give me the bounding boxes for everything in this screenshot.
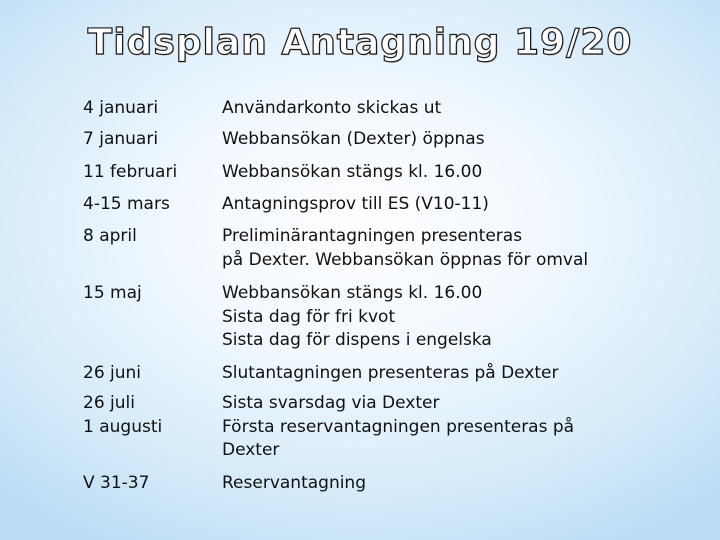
event-text: Sista svarsdag via Dexter [222,393,440,413]
event-cell [222,282,693,362]
date-text: 11 februari [83,162,178,182]
date-text: 15 maj [83,283,142,303]
date-cell [83,282,222,362]
event-cell [222,362,693,392]
event-text: Användarkonto skickas ut [222,98,442,118]
table-row [83,392,693,472]
table-row [83,362,693,392]
event-text: Första reservantagningen presenteras på [222,416,575,437]
date-text: 4 januari [83,98,159,118]
event-text: Sista dag för fri kvot [222,306,396,327]
date-text: V 31-37 [83,473,150,493]
event-text: Slutantagningen presenteras på Dexter [222,363,559,383]
date-cell [83,161,222,193]
table-row [83,97,693,128]
event-cell [222,472,693,502]
date-text: 1 augusti [83,416,163,437]
event-cell [222,161,693,193]
event-cell [222,225,693,282]
event-text: Antagningsprov till ES (V10-11) [222,194,489,214]
table-row [83,193,693,225]
event-text: Webbansökan (Dexter) öppnas [222,129,485,149]
date-text: 4-15 mars [83,194,170,214]
event-text: Webbansökan stängs kl. 16.00 [222,162,483,182]
date-cell [83,362,222,392]
slide-title: Tidsplan Antagning 19/20 [87,22,633,63]
event-text: Webbansökan stängs kl. 16.00 [222,283,483,303]
event-cell [222,392,693,472]
table-row [83,282,693,362]
date-cell [83,97,222,128]
event-text: Preliminärantagningen presenteras [222,226,523,246]
date-text: 8 april [83,226,137,246]
date-text: 26 juli [83,393,135,413]
table-row [83,472,693,502]
date-cell [83,225,222,282]
date-text: 7 januari [83,129,159,149]
schedule-table [83,97,693,502]
event-cell [222,128,693,161]
event-text: Reservantagning [222,473,367,493]
date-cell [83,472,222,502]
event-text: Dexter [222,440,280,460]
date-text: 26 juni [83,363,142,383]
table-row [83,128,693,161]
table-row [83,161,693,193]
event-text: Sista dag för dispens i engelska [222,330,492,350]
date-cell [83,128,222,161]
date-cell [83,193,222,225]
event-cell [222,97,693,128]
event-text: på Dexter. Webbansökan öppnas för omval [222,249,589,270]
table-row [83,225,693,282]
event-cell [222,193,693,225]
date-cell [83,392,222,472]
